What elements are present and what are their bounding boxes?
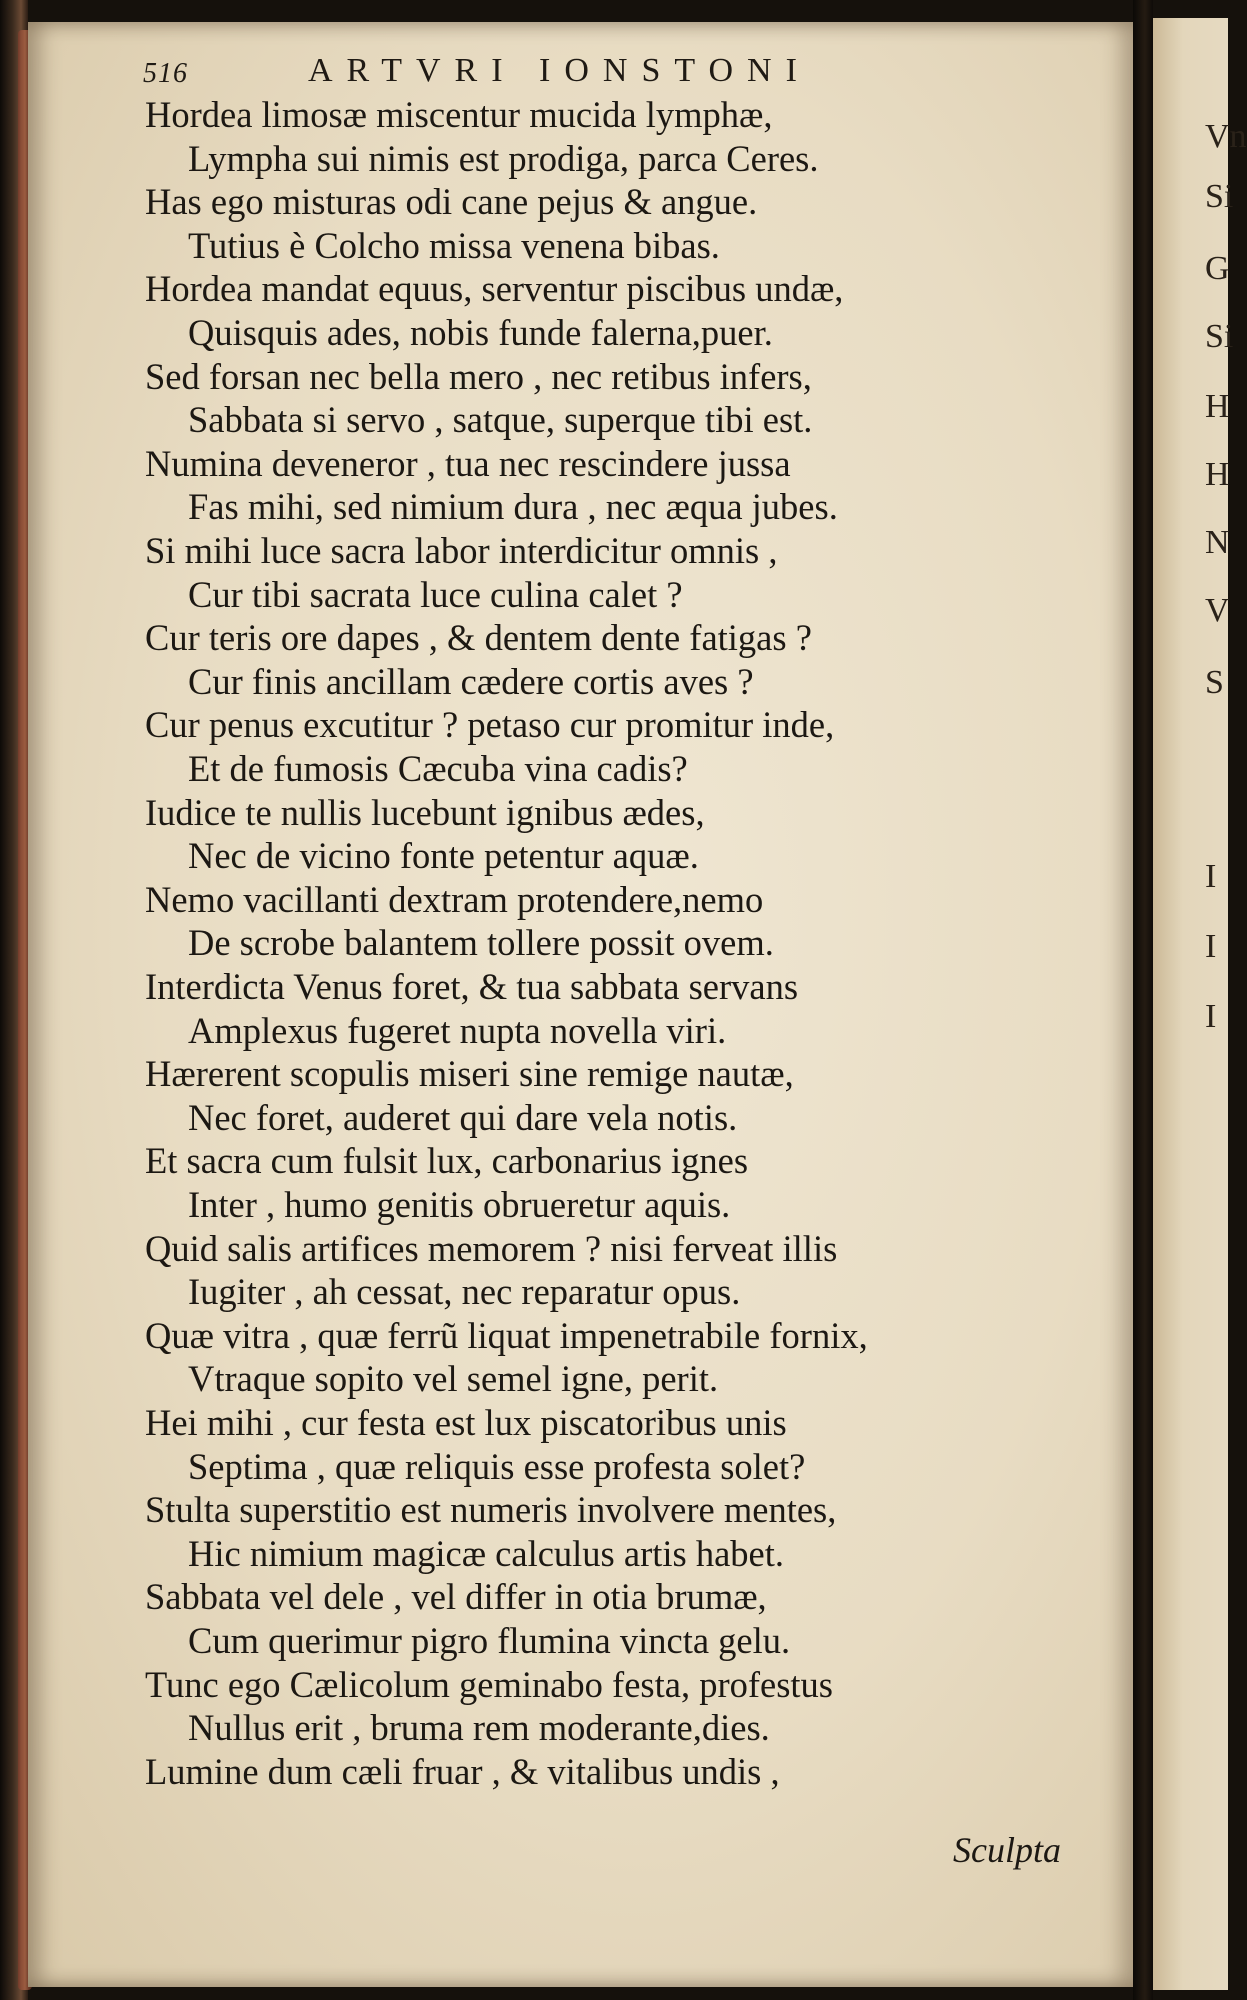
verse-line: Sed forsan nec bella mero , nec retibus infers, (145, 355, 812, 397)
verse-line: Cur tibi sacrata luce culina calet ? (188, 573, 683, 615)
facing-page-edge (1153, 18, 1247, 1990)
verse-line: Tunc ego Cælicolum geminabo festa, profestus (145, 1663, 834, 1705)
facing-page-letter: H (1205, 388, 1230, 425)
facing-page-letter: G (1205, 250, 1230, 287)
verse-line: Sabbata si servo , satque, superque tibi est. (188, 399, 813, 441)
facing-page-letter: N (1205, 524, 1230, 561)
verse-line: Nemo vacillanti dextram protendere,nemo (145, 878, 764, 920)
verse-line: Et de fumosis Cæcuba vina cadis? (188, 748, 688, 789)
verse-line: De scrobe balantem tollere possit ovem. (188, 922, 774, 964)
facing-page-letter: Si (1205, 318, 1234, 355)
verse-line: Amplexus fugeret nupta novella viri. (188, 1009, 727, 1051)
verse-line: Cum querimur pigro flumina vincta gelu. (188, 1620, 791, 1661)
verse-line: Has ego misturas odi cane pejus & angue. (145, 181, 758, 223)
page-header (143, 52, 1043, 96)
page-number: 516 (143, 58, 188, 89)
verse-line: Nullus erit , bruma rem moderante,dies. (188, 1707, 770, 1749)
verse-line: Cur teris ore dapes , & dentem dente fatigas ? (145, 617, 812, 659)
facing-page-letter: V (1205, 592, 1230, 629)
verse-line: Cur finis ancillam cædere cortis aves ? (188, 660, 754, 702)
verse-line: Lympha sui nimis est prodiga, parca Ceres. (188, 137, 819, 179)
verse-line: Si mihi luce sacra labor interdicitur omnis , (145, 530, 778, 571)
verse-line: Fas mihi, sed nimium dura , nec æqua jubes. (188, 486, 838, 528)
verse-line: Interdicta Venus foret, & tua sabbata servans (145, 966, 799, 1007)
verse-line: Et sacra cum fulsit lux, carbonarius ignes (145, 1140, 749, 1182)
verse-line: Hordea mandat equus, serventur piscibus undæ, (145, 268, 844, 310)
verse-line: Lumine dum cæli fruar , & vitalibus undis , (145, 1750, 780, 1792)
facing-page-letter: H (1205, 456, 1230, 493)
book-gutter (1133, 0, 1153, 2000)
verse-line: Iugiter , ah cessat, nec reparatur opus. (188, 1271, 741, 1313)
verse-line: Nec foret, auderet qui dare vela notis. (188, 1096, 738, 1138)
verse-line: Tutius è Colcho missa venena bibas. (188, 224, 720, 266)
facing-page-letter: S (1205, 664, 1224, 701)
facing-page-letter: Vn (1205, 118, 1247, 155)
verse-line: Inter , humo genitis obrueretur aquis. (188, 1184, 731, 1225)
verse-line: Cur penus excutitur ? petaso cur promitur inde, (145, 704, 835, 746)
verse-line: Sabbata vel dele , vel differ in otia brumæ, (145, 1576, 767, 1618)
verse-line: Quæ vitra , quæ ferrũ liquat impenetrabile fornix, (145, 1314, 868, 1356)
verse-line: Hei mihi , cur festa est lux piscatoribus unis (145, 1402, 787, 1443)
verse-line: Stulta superstitio est numeris involvere mentes, (145, 1489, 837, 1531)
poem-text (28, 94, 1133, 1954)
verse-line: Quid salis artifices memorem ? nisi ferveat illis (145, 1227, 838, 1269)
verse-line: Iudice te nullis lucebunt ignibus ædes, (145, 791, 705, 833)
facing-page-letter: I (1205, 858, 1217, 895)
verse-line: Quisquis ades, nobis funde falerna,puer. (188, 312, 773, 353)
left-page (28, 22, 1133, 1987)
verse-line: Septima , quæ reliquis esse profesta solet? (188, 1445, 806, 1487)
facing-page-letter: Si (1205, 178, 1234, 215)
verse-line: Numina deveneror , tua nec rescindere jussa (145, 442, 791, 484)
verse-line: Hordea limosæ miscentur mucida lymphæ, (145, 94, 773, 135)
verse-line: Vtraque sopito vel semel igne, perit. (188, 1358, 719, 1400)
running-head: ARTVRI IONSTONI (308, 52, 811, 89)
facing-page-letter: I (1205, 928, 1217, 965)
catchword: Sculpta (953, 1830, 1061, 1870)
facing-page-letter: I (1205, 998, 1217, 1035)
verse-line: Nec de vicino fonte petentur aquæ. (188, 835, 699, 877)
verse-line: Hærerent scopulis miseri sine remige nautæ, (145, 1053, 794, 1095)
verse-line: Hic nimium magicæ calculus artis habet. (188, 1532, 785, 1574)
